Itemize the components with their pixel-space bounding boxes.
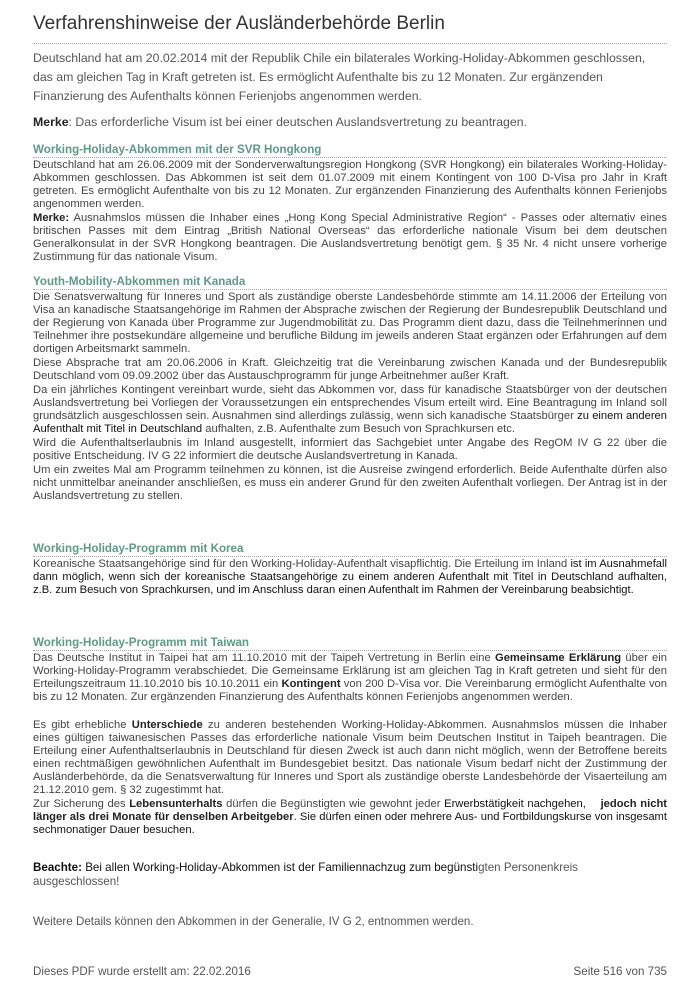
taiwan-paragraph-3: [33, 798, 667, 837]
kanada-p3-tail: aufhalten, z.B. Aufenthalte zum Besuch von Sprachkursen etc.: [202, 423, 515, 435]
heading-kanada: Youth-Mobility-Abkommen mit Kanada: [33, 275, 246, 288]
kanada-paragraph-4: Wird die Aufenthaltserlaubnis im Inland ausgestellt, informiert das Sachgebiet unter Angabe des RegOM IV G 22 über die positive Entscheidung. IV G 22 informiert die deutsche Auslandsvertretung in Kanada.: [33, 437, 667, 462]
beachte-note: [33, 861, 667, 889]
taiwan-divider: [33, 650, 667, 651]
kanada-divider: [33, 289, 667, 290]
beachte-text: Bei allen Working-Holiday-Abkommen ist der Familiennachzug zum begünsti: [81, 861, 479, 874]
taiwan-paragraph-2: [33, 719, 667, 797]
kanada-p3-emphasis: zu einem anderen Aufenthalt mit Titel in Deutschland: [33, 410, 667, 435]
page-title: Verfahrenshinweise der Ausländerbehörde Berlin: [33, 13, 445, 34]
footer-created-date: Dieses PDF wurde erstellt am: 22.02.2016: [33, 965, 251, 978]
korea-p1-text: Koreanische Staatsangehörige sind für den Working-Holiday-Aufenthalt visapflichtig. Die Erteilung im Inland: [33, 558, 571, 570]
merke-text: : Das erforderliche Visum ist bei einer deutschen Auslandsvertretung zu beantragen.: [68, 115, 527, 129]
taiwan-p1-bold-2: Kontingent: [281, 678, 341, 690]
kanada-paragraph-3: [33, 384, 667, 436]
footer-page-number: Seite 516 von 735: [573, 965, 667, 978]
taiwan-p1-a: Das Deutsche Institut in Taipei hat am 11.10.2010 mit der Taipeh Vertretung in Berlin eine: [33, 652, 495, 664]
korea-divider: [33, 556, 667, 557]
korea-p1-emphasis: ist im Ausnahmefall dann möglich, wenn sich der koreanische Staatsangehörige zu einem anderen Aufenthalt mit Titel in Deutschland aufhalten, z.B. zum Besuch von Sprachkursen, und im Anschluss daran einen Aufenthalt im Rahmen der Vereinbarung beabsichtigt.: [33, 558, 667, 596]
hongkong-merke: [33, 212, 667, 264]
taiwan-p2-c: zu anderen bestehenden Working-Holiday-Abkommen. Ausnahmslos müssen die Inhaber eines gültigen taiwanesischen Passes das erforderliche nationale Visum beim Deutschen Institut in Taipeh beantragen. Die Erteilung einer Aufenthaltserlaubnis in Deutschland für diesen Zweck ist auch dann nicht möglich, wenn der Betroffene bereits einen rechtmäßigen gewöhnlichen Aufenthalt im Bundesgebiet besitzt. Das nationale Visum bedarf nicht der Zustimmung der Ausländerbehörde, da die Senatsverwaltung für Inneres und Sport als zuständige oberste Landesbehörde der Visaerteilung am 21.12.2010 gem. § 32 zugestimmt hat.: [33, 719, 667, 796]
taiwan-p3-c: dürfen die Begünstigten wie gewohnt jeder: [222, 798, 445, 810]
hongkong-merke-text: Ausnahmslos müssen die Inhaber eines „Hong Kong Special Administrative Region“ - Passes oder alternativ eines britischen Passes mit dem Eintrag „British National Overseas“ das erforderliche nationale Visum bei dem deutschen Generalkonsulat in der SVR Hongkong beantragen. Die Auslandsvertretung benötigt gem. § 35 Nr. 4 nicht unsere vorherige Zustimmung für das nationale Visum.: [33, 212, 667, 263]
taiwan-p3-a: Zur Sicherung des: [33, 798, 130, 810]
beachte-label: Beachte:: [33, 861, 82, 874]
merke-label: Merke: [33, 115, 69, 129]
kanada-paragraph-5: Um ein zweites Mal am Programm teilnehmen zu können, ist die Ausreise zwingend erforderlich. Beide Aufenthalte dürfen also nicht unmittelbar aneinander anschließen, es muss ein anderer Grund für den zweiten Aufenthalt vorliegen. Der Antrag ist in der Auslandsvertretung zu stellen.: [33, 464, 667, 502]
taiwan-p1-bold-1: Gemeinsame Erklärung: [495, 652, 622, 664]
taiwan-p3-bold-1: Lebensunterhalts: [129, 798, 223, 810]
page-footer: [33, 965, 667, 978]
taiwan-p2-bold: Unterschiede: [131, 719, 203, 731]
taiwan-p3-bold-2: jedoch nicht länger als drei Monate für denselben Arbeitgeber: [33, 798, 668, 823]
heading-korea: Working-Holiday-Programm mit Korea: [33, 542, 244, 555]
taiwan-p1-c: über ein Working-Holiday-Programm verabschiedet. Die Gemeinsame Erklärung ist am gleichen Tag in Kraft getreten und sieht für den Erteilungszeitraum 11.10.2010 bis 10.10.2011 ein: [33, 652, 667, 690]
kanada-paragraph-2: Diese Absprache trat am 20.06.2006 in Kraft. Gleichzeitig trat die Vereinbarung zwischen Kanada und der Bundesrepublik Deutschland vom 09.09.2002 über das Austauschprogramm für junge Arbeitnehmer außer Kraft.: [33, 357, 667, 382]
hongkong-paragraph: Deutschland hat am 26.06.2009 mit der Sonderverwaltungsregion Hongkong (SVR Hongkong) ein bilaterales Working-Holiday-Abkommen geschlossen. Das Abkommen ist seit dem 01.07.2009 mit einem Kontingent von 100 D-Visa pro Jahr in Kraft getreten. Es ermöglicht Aufenthalte von bis zu 12 Monaten. Zur ergänzenden Finanzierung des Aufenthalts können Ferienjobs angenommen werden.: [33, 159, 667, 210]
heading-hongkong: Working-Holiday-Abkommen mit der SVR Hongkong: [33, 143, 322, 156]
taiwan-p3-tail: . Sie dürfen einen oder mehrere Aus- und Fortbildungskurse von insgesamt sechmonatiger Dauer besuchen.: [33, 811, 667, 836]
beachte-text-tail: gten Personenkreis ausgeschlossen!: [33, 861, 578, 888]
heading-taiwan: Working-Holiday-Programm mit Taiwan: [33, 636, 250, 649]
kanada-p3-text: Da ein jährliches Kontingent vereinbart wurde, sieht das Abkommen vor, dass für kanadische Staatsbürger von der deutschen Auslandsvertretung bei Vorliegen der Voraussetzungen ein entsprechendes Visum erteilt wird. Eine Beantragung im Inland soll grundsätzlich ausgeschlossen sein. Ausnahmen sind allerdings zulässig, wenn sich kanadische Staatsbürger: [33, 384, 667, 422]
hongkong-merke-label: Merke:: [33, 212, 70, 224]
document-page: [33, 12, 667, 929]
taiwan-p1-e: von 200 D-Visa vor. Die Vereinbarung ermöglicht Aufenthalte von bis zu 12 Monaten. Zur ergänzenden Finanzierung des Aufenthalts können Ferienjobs angenommen werden.: [33, 678, 667, 703]
taiwan-p2-a: Es gibt erhebliche: [33, 719, 132, 731]
intro-paragraph: Deutschland hat am 20.02.2014 mit der Republik Chile ein bilaterales Working-Holiday-Abkommen geschlossen, das am gleichen Tag in Kraft getreten ist. Es ermöglicht Aufenthalte bis zu 12 Monaten. Zur ergänzenden Finanzierung des Aufenthalts können Ferienjobs angenommen werden.: [33, 51, 646, 103]
taiwan-p3-emphasis: Erwerbstätigkeit nachgehen,: [444, 798, 586, 810]
kanada-paragraph-1: Die Senatsverwaltung für Inneres und Sport als zuständige oberste Landesbehörde stimmte am 14.11.2006 der Erteilung von Visa an kanadische Staatsangehörige im Rahmen der Absprache zwischen der Regierung der Bundesrepublik Deutschland und der Regierung von Kanada über Programme zur Jugendmobilität zu. Das Programm dient dazu, dass die Teilnehmerinnen und Teilnehmer ihre postsekundäre allgemeine und berufliche Bildung im jeweils anderen Staat ergänzen oder Erfahrungen auf dem dortigen Arbeitsmarkt sammeln.: [33, 291, 667, 355]
intro-merke: [33, 113, 667, 132]
hongkong-divider: [33, 157, 667, 158]
korea-paragraph: [33, 558, 667, 597]
taiwan-paragraph-1: [33, 652, 667, 704]
details-note: Weitere Details können den Abkommen in der Generalie, IV G 2, entnommen werden.: [33, 915, 474, 928]
title-divider: [33, 43, 667, 44]
